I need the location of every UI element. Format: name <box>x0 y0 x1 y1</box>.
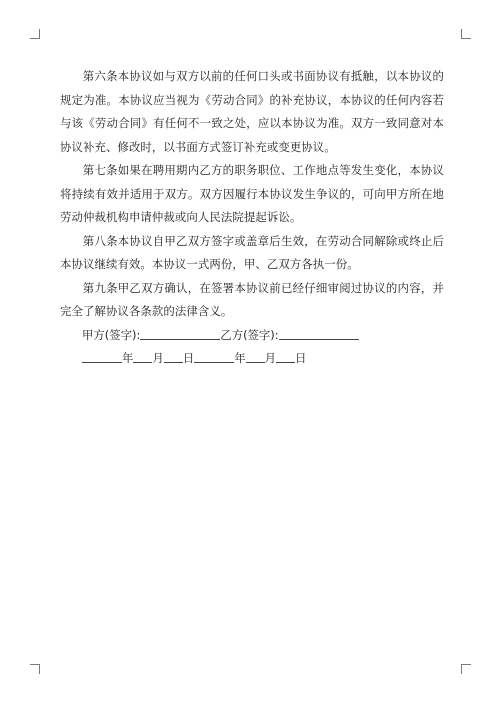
party-a-day-blank <box>164 350 183 363</box>
party-a-day-label: 日 <box>182 351 195 365</box>
party-a-year-blank <box>82 350 122 363</box>
article-9-paragraph: 第九条甲乙双方确认，在签署本协议前已经仔细审阅过协议的内容，并完全了解协议各条款的法律含义。 <box>60 280 444 318</box>
document-body <box>60 65 444 371</box>
party-b-label: 乙方(签字): <box>220 327 279 342</box>
crop-mark-bottom-left <box>30 664 40 674</box>
party-b-day-blank <box>276 350 295 363</box>
date-line <box>60 347 444 371</box>
party-b-signature-blank <box>279 327 359 340</box>
party-b-year-blank <box>194 350 234 363</box>
party-b-month-label: 月 <box>264 351 277 365</box>
party-a-label: 甲方(签字): <box>82 327 141 342</box>
article-7-paragraph: 第七条如果在聘用期内乙方的职务职位、工作地点等发生变化，本协议将持续有效并适用于双方。双方因履行本协议发生争议的，可向甲方所在地劳动仲裁机构申请仲裁或向人民法院提起诉讼。 <box>60 163 444 224</box>
crop-mark-top-left <box>30 29 40 39</box>
article-6-paragraph: 第六条本协议如与双方以前的任何口头或书面协议有抵触，以本协议的规定为准。本协议应当视为《劳动合同》的补充协议，本协议的任何内容若与该《劳动合同》有任何不一致之处，应以本协议为准。双方一致同意对本协议补充、修改时，以书面方式签订补充或变更协议。 <box>60 69 444 154</box>
signature-line <box>60 324 444 348</box>
crop-mark-top-right <box>461 29 471 39</box>
party-b-day-label: 日 <box>295 351 307 365</box>
party-a-signature-blank <box>140 327 220 340</box>
party-a-year-label: 年 <box>122 351 134 365</box>
article-8-paragraph: 第八条本协议自甲乙双方签字或盖章后生效，在劳动合同解除或终止后本协议继续有效。本协议一式两份，甲、乙双方各执一份。 <box>60 233 444 271</box>
party-b-month-blank <box>246 350 265 363</box>
party-a-month-label: 月 <box>152 351 164 365</box>
party-a-month-blank <box>133 350 152 363</box>
party-b-year-label: 年 <box>234 351 246 365</box>
crop-mark-bottom-right <box>461 664 471 674</box>
